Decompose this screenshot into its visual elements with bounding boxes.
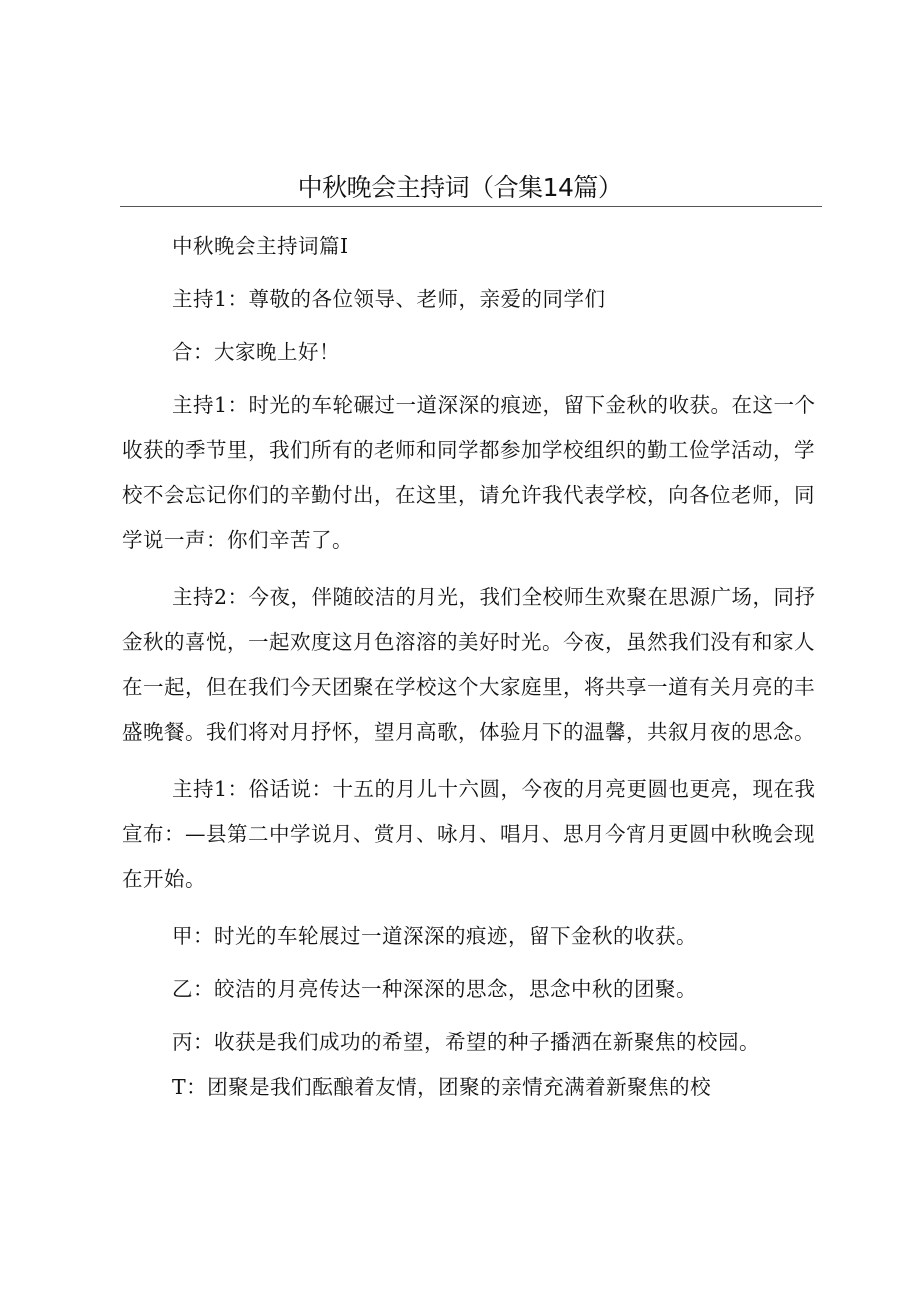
- paragraph: 主持1：时光的车轮碾过一道深深的痕迹，留下金秋的收获。在这一个收获的季节里，我们所有的老师和同学都参加学校组织的勤工俭学活动，学校不会忘记你们的辛勤付出，在这里，请允许我代表学校，向各位老师，同学说一声：你们辛苦了。: [122, 393, 816, 552]
- document-title: 中秋晚会主持词（合集14篇）: [297, 173, 623, 202]
- paragraph: 主持2：今夜，伴随皎洁的月光，我们全校师生欢聚在思源广场，同抒金秋的喜悦，一起欢度这月色溶溶的美好时光。今夜，虽然我们没有和家人在一起，但在我们今天团聚在学校这个大家庭里，将共享一道有关月亮的丰盛晚餐。我们将对月抒怀，望月高歌，体验月下的温馨，共叙月夜的思念。: [122, 585, 816, 744]
- paragraph: 乙：皎洁的月亮传达一种深深的思念，思念中秋的团聚。: [172, 977, 697, 1001]
- paragraph: 丙：收获是我们成功的希望，希望的种子播洒在新聚焦的校园。: [172, 1030, 760, 1054]
- section-heading: 中秋晚会主持词篇I: [172, 234, 349, 258]
- paragraph: 主持1：尊敬的各位领导、老师，亲爱的同学们: [172, 287, 606, 311]
- paragraph: 主持1：俗话说：十五的月儿十六圆，今夜的月亮更圆也更亮，现在我宣布：—县第二中学说月、赏月、咏月、唱月、思月今宵月更圆中秋晚会现在开始。: [122, 777, 816, 891]
- paragraph: 合：大家晚上好！: [172, 340, 340, 364]
- document-body: [122, 224, 822, 1110]
- paragraph: T：团聚是我们酝酿着友情，团聚的亲情充满着新聚焦的校: [172, 1075, 712, 1099]
- paragraph: 甲：时光的车轮展过一道深深的痕迹，留下金秋的收获。: [172, 924, 697, 948]
- title-divider: [120, 206, 822, 207]
